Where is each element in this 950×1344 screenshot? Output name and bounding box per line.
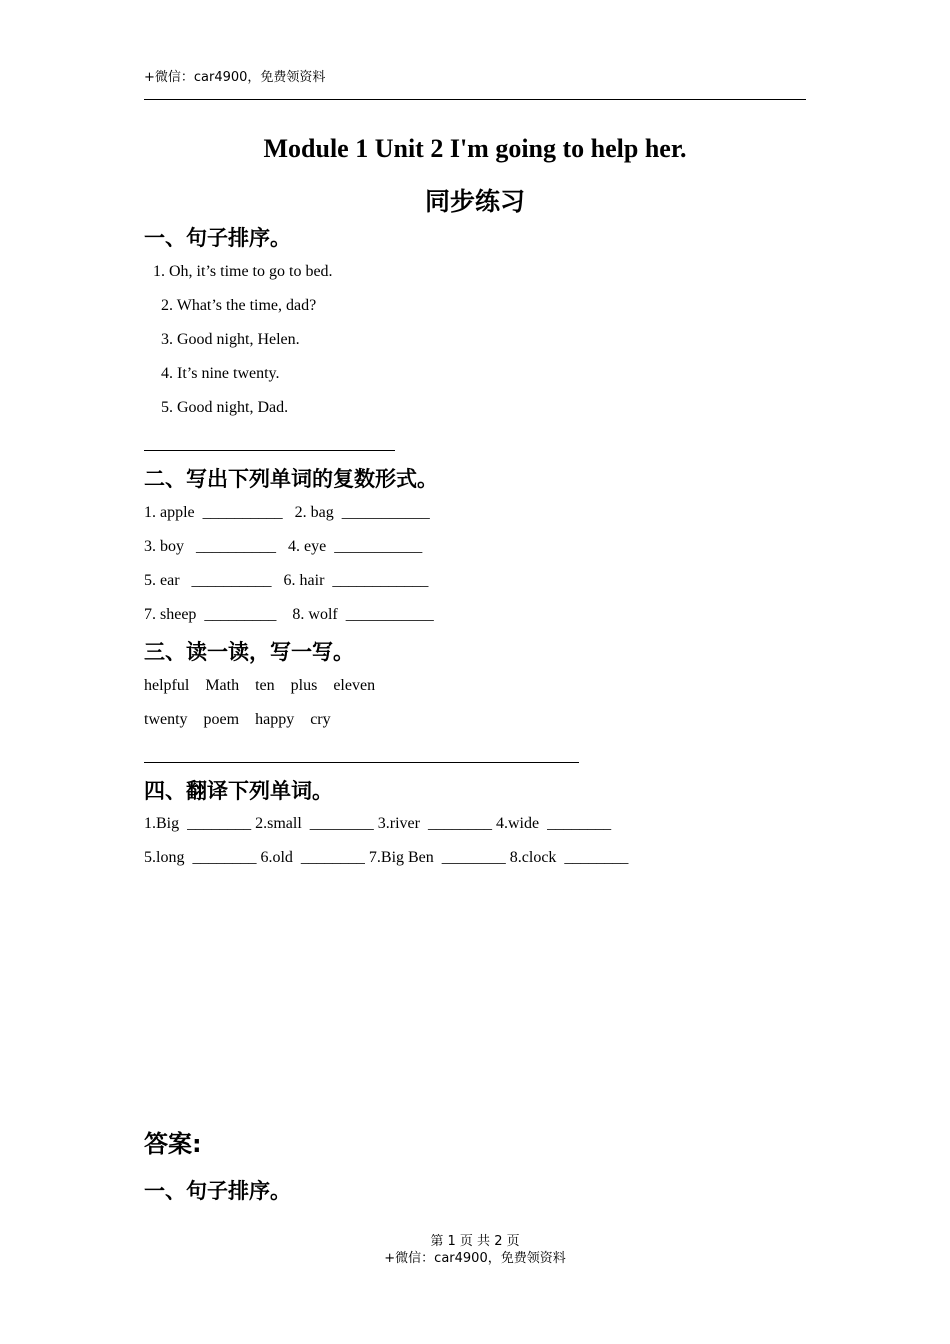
header-note: +微信：car4900，免费领资料 [144, 70, 326, 85]
word-row: helpful Math ten plus eleven [144, 677, 376, 694]
title-english: Module 1 Unit 2 I'm going to help her. [263, 134, 687, 163]
plural-row: 3. boy __________ 4. eye ___________ [144, 538, 423, 555]
sentence-item: 5. Good night, Dad. [161, 399, 289, 416]
section3-heading: 三、读一读，写一写。 [144, 640, 354, 664]
page-number: 第 1 页 共 2 页 [430, 1234, 520, 1249]
translate-row: 5.long ________ 6.old ________ 7.Big Ben ________ 8.clock ________ [144, 849, 629, 866]
section2-heading: 二、写出下列单词的复数形式。 [144, 467, 438, 491]
answers-heading: 答案: [144, 1130, 202, 1158]
word-row: twenty poem happy cry [144, 711, 331, 728]
answer-line [144, 762, 579, 763]
footer-note: +微信：car4900，免费领资料 [384, 1251, 566, 1266]
answer-line [144, 450, 395, 451]
title-chinese: 同步练习 [424, 187, 525, 216]
sentence-item: 2. What’s the time, dad? [161, 297, 317, 314]
sentence-item: 4. It’s nine twenty. [161, 365, 280, 382]
sentence-item: 3. Good night, Helen. [161, 331, 300, 348]
header-rule [144, 99, 806, 100]
sentence-item: 1. Oh, it’s time to go to bed. [153, 263, 333, 280]
plural-row: 1. apple __________ 2. bag ___________ [144, 504, 430, 521]
translate-row: 1.Big ________ 2.small ________ 3.river ________ 4.wide ________ [144, 815, 612, 832]
section4-heading: 四、翻译下列单词。 [144, 779, 333, 803]
answers-section1-heading: 一、句子排序。 [144, 1179, 291, 1203]
plural-row: 7. sheep _________ 8. wolf ___________ [144, 606, 434, 623]
section1-heading: 一、句子排序。 [144, 226, 291, 250]
plural-row: 5. ear __________ 6. hair ____________ [144, 572, 429, 589]
